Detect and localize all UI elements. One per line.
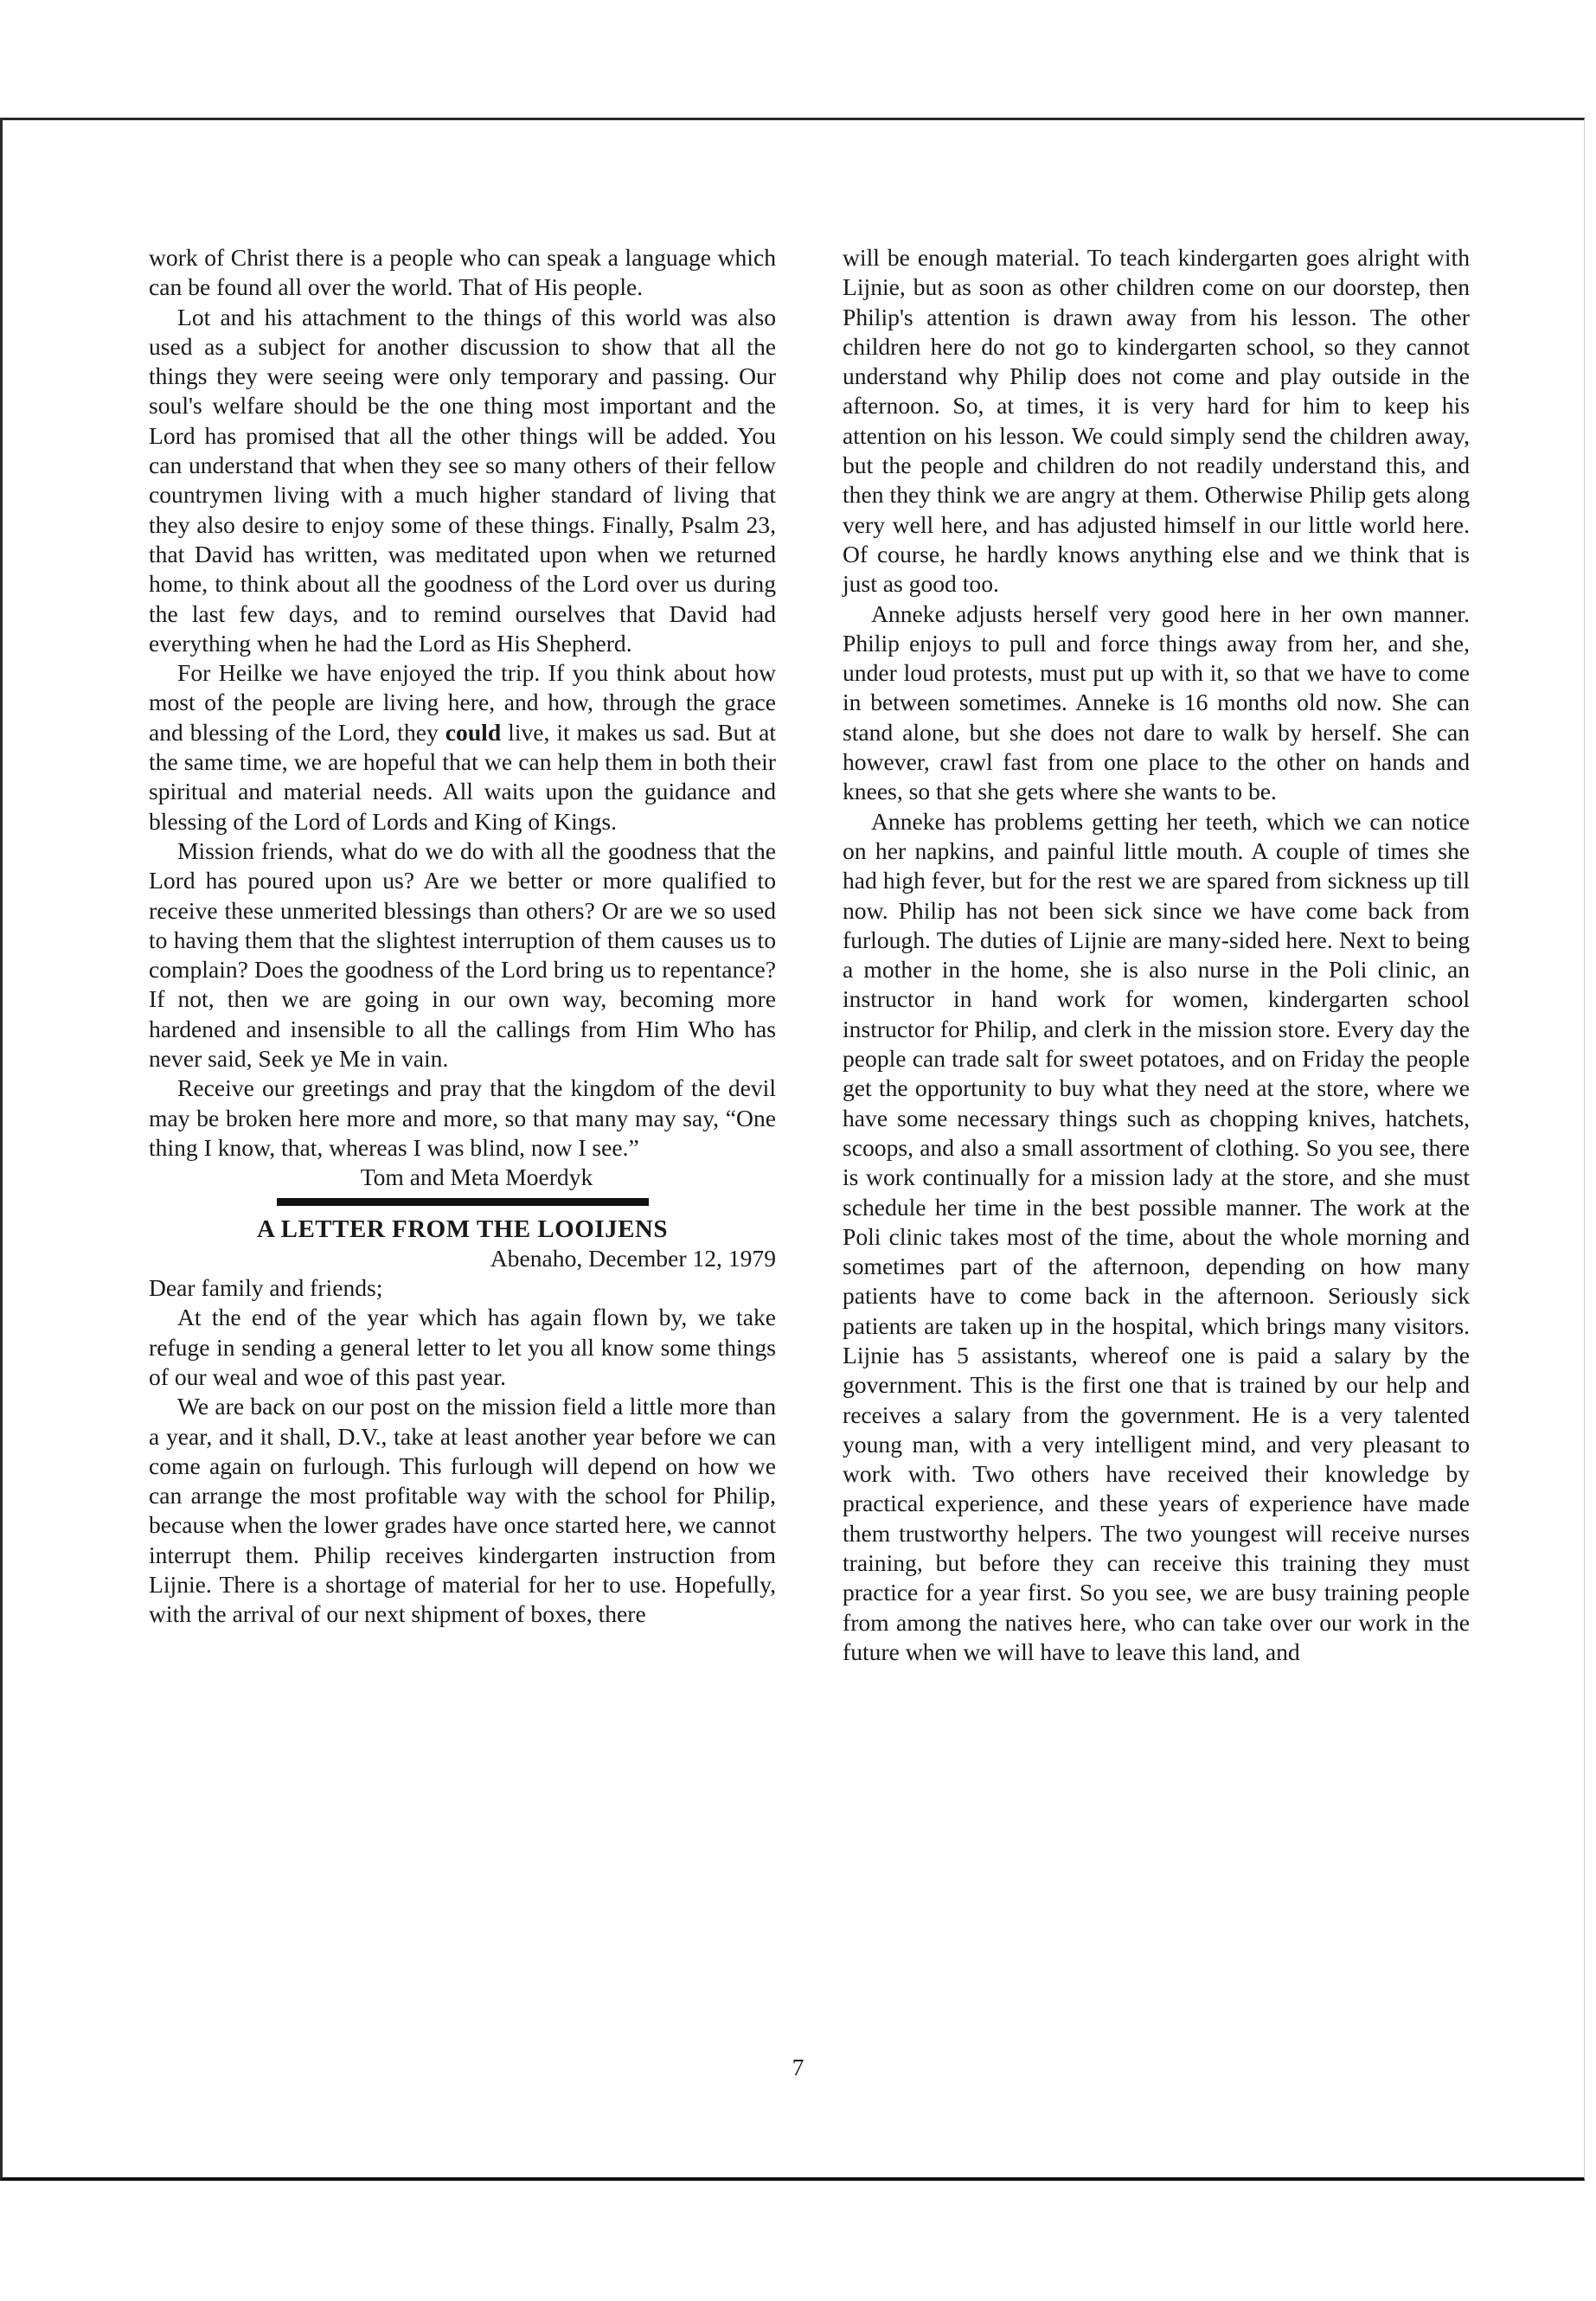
paragraph: Mission friends, what do we do with all the goodness that the Lord has poured upon us? Are we better or more qualified to receive these unmerited blessings than others? Or are we so used to having them that the slightest interruption of them causes us to complain? Does the goodness of the Lord bring us to repentance? If not, then we are going in our own way, becoming more hardened and insensible to all the callings from Him Who has never said, Seek ye Me in vain. [149, 836, 776, 1073]
paragraph: Anneke adjusts herself very good here in her own manner. Philip enjoys to pull and force things away from her, and she, under loud protests, must put up with it, so that we have to come in between sometimes. Anneke is 16 months old now. She can stand alone, but she does not dare to walk by herself. She can however, crawl fast from one place to the other on hands and knees, so that she gets where she wants to be. [843, 599, 1470, 805]
section-divider [277, 1198, 649, 1206]
dateline: Abenaho, December 12, 1979 [490, 1244, 776, 1272]
page-number: 7 [792, 2054, 804, 2080]
signature: Tom and Meta Moerdyk [360, 1163, 593, 1191]
paragraph [149, 658, 776, 836]
paragraph: At the end of the year which has again flown by, we take refuge in sending a general letter to let you all know some things of our weal and woe of this past year. [149, 1304, 776, 1390]
salutation: Dear family and friends; [149, 1274, 383, 1302]
left-column [149, 243, 776, 1630]
paragraph-text: For Heilke we have enjoyed the trip. If you think about how most of the people are living here, and how, through the grace and blessing of the Lord, they [149, 659, 776, 746]
paragraph: will be enough material. To teach kindergarten goes alright with Lijnie, but as soon as other children come on our doorstep, then Philip's attention is drawn away from his lesson. The other children here do not go to kindergarten school, so they cannot understand why Philip does not come and play outside in the afternoon. So, at times, it is very hard for him to keep his attention on his lesson. We could simply send the children away, but the people and children do not readily understand this, and then they think we are angry at them. Otherwise Philip gets along very well here, and has adjusted himself in our little world here. Of course, he hardly knows anything else and we think that is just as good too. [843, 244, 1470, 598]
paragraph-text: live, it makes us sad. But at the same time, we are hopeful that we can help them in both their spiritual and material needs. All waits upon the guidance and blessing of the Lord of Lords and King of Kings. [149, 718, 776, 835]
emphasized-word: could [445, 718, 502, 746]
paragraph: work of Christ there is a people who can speak a language which can be found all over the world. That of His people. [149, 244, 776, 301]
paragraph: We are back on our post on the mission field a little more than a year, and it shall, D.V., take at least another year before we can come again on furlough. This furlough will depend on how we can arrange the most profitable way with the school for Philip, because when the lower grades have once started here, we cannot interrupt them. Philip receives kindergarten instruction from Lijnie. There is a shortage of material for her to use. Hopefully, with the arrival of our next shipment of boxes, there [149, 1393, 776, 1628]
article-title: A LETTER FROM THE LOOIJENS [257, 1215, 668, 1243]
paragraph: Lot and his attachment to the things of this world was also used as a subject for another discussion to show that all the things they were seeing were only temporary and passing. Our soul's welfare should be the one thing most important and the Lord has promised that all the other things will be added. You can understand that when they see so many others of their fellow countrymen living with a much higher standard of living that they also desire to enjoy some of these things. Finally, Psalm 23, that David has written, was meditated upon when we returned home, to think about all the goodness of the Lord over us during the last few days, and to remind ourselves that David had everything when he had the Lord as His Shepherd. [149, 303, 776, 657]
paragraph: Anneke has problems getting her teeth, which we can notice on her napkins, and painful little mouth. A couple of times she had high fever, but for the rest we are spared from sickness up till now. Philip has not been sick since we have come back from furlough. The duties of Lijnie are many-sided here. Next to being a mother in the home, she is also nurse in the Poli clinic, an instructor in hand work for women, kindergarten school instructor for Philip, and clerk in the mission store. Every day the people can trade salt for sweet potatoes, and on Friday the people get the opportunity to buy what they need at the store, where we have some necessary things such as chopping knives, hatchets, scoops, and also a small assortment of clothing. So you see, there is work continually for a mission lady at the store, and she must schedule her time in the best possible manner. The work at the Poli clinic takes most of the time, about the whole morning and sometimes part of the afternoon, depending on how many patients have to come back in the afternoon. Seriously sick patients are taken up in the hospital, which brings many visitors. Lijnie has 5 assistants, whereof one is paid a salary by the government. This is the first one that is trained by our help and receives a salary from the government. He is a very talented young man, with a very intelligent mind, and very pleasant to work with. Two others have received their knowledge by practical experience, and these years of experience have made them trustworthy helpers. The two youngest will receive nurses training, but before they can receive this training they must practice for a year first. So you see, we are busy training people from among the natives here, who can take over our work in the future when we will have to leave this land, and [843, 807, 1470, 1665]
right-column [843, 243, 1470, 1667]
paragraph: Receive our greetings and pray that the kingdom of the devil may be broken here more and more, so that many may say, “One thing I know, that, whereas I was blind, now I see.” [149, 1074, 776, 1161]
